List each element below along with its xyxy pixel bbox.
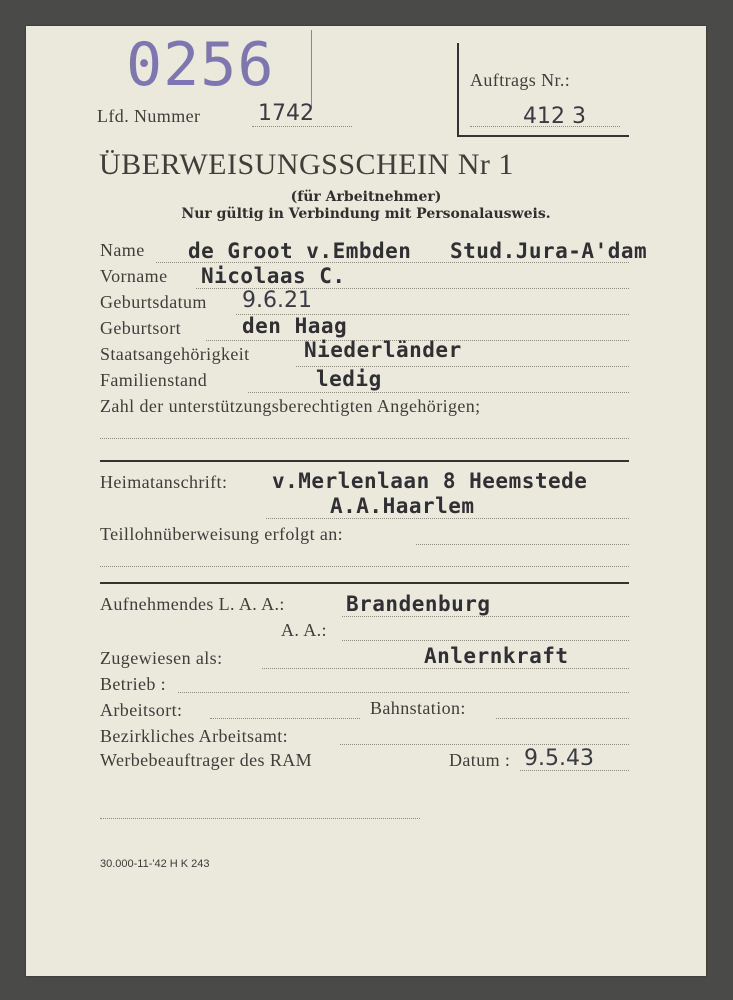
assigned-as-value: Anlernkraft	[424, 644, 569, 668]
work-place-label: Arbeitsort:	[100, 700, 183, 720]
signature-line	[100, 818, 420, 819]
home-address-value-2: A.A.Haarlem	[330, 494, 475, 518]
nationality-label: Staatsangehörigkeit	[100, 344, 250, 364]
lfd-number-line	[252, 126, 352, 127]
partial-wage-line-1	[416, 544, 629, 545]
subtitle-validity: Nur gültig in Verbindung mit Personalausweis.	[181, 206, 551, 222]
home-address-line	[266, 518, 629, 519]
birth-date-value: 9.6.21	[242, 288, 312, 313]
name-value: de Groot v.Embden	[188, 239, 412, 263]
train-station-label: Bahnstation:	[370, 698, 466, 718]
recruiter-label: Werbebeauftrager des RAM	[100, 750, 313, 770]
aa-line	[342, 640, 629, 641]
footer-print-code: 30.000-11-'42 H K 243	[100, 858, 210, 870]
district-office-label: Bezirkliches Arbeitsamt:	[100, 726, 289, 746]
partial-wage-line-2	[100, 566, 629, 567]
name-extra-value: Stud.Jura-A'dam	[450, 239, 648, 263]
company-line	[178, 692, 629, 693]
nationality-value: Niederländer	[304, 338, 462, 362]
subtitle-employee: (für Arbeitnehmer)	[290, 189, 442, 205]
lfd-number-value: 1742	[258, 101, 314, 126]
aa-label: A. A.:	[281, 620, 327, 640]
birth-place-label: Geburtsort	[100, 318, 181, 338]
auftrag-box-left	[457, 43, 459, 137]
train-station-line	[496, 718, 629, 719]
home-address-value: v.Merlenlaan 8 Heemstede	[272, 469, 588, 493]
receiving-laa-line	[342, 616, 629, 617]
receiving-laa-label: Aufnehmendes L. A. A.:	[100, 594, 285, 614]
auftrag-value: 412 3	[523, 104, 586, 129]
first-name-label: Vorname	[100, 266, 168, 286]
district-office-line	[340, 744, 629, 745]
date-label: Datum :	[449, 750, 511, 770]
company-label: Betrieb :	[100, 674, 167, 694]
marital-status-value: ledig	[316, 367, 382, 391]
dependents-label: Zahl der unterstützungsberechtigten Angehörigen;	[100, 396, 481, 416]
birth-date-label: Geburtsdatum	[100, 292, 207, 312]
name-line	[156, 262, 629, 263]
work-place-line	[210, 718, 360, 719]
dependents-line	[100, 438, 629, 439]
stamp-number: 0256	[126, 30, 275, 100]
date-value: 9.5.43	[524, 746, 594, 771]
section-divider-2	[100, 582, 629, 584]
birth-place-value: den Haag	[242, 314, 348, 338]
transfer-certificate-card	[26, 26, 706, 976]
auftrag-box-bottom	[457, 135, 629, 137]
auftrag-label: Auftrags Nr.:	[470, 70, 571, 90]
lfd-number-label: Lfd. Nummer	[97, 106, 201, 126]
marital-status-line	[248, 392, 629, 393]
assigned-as-line	[262, 668, 629, 669]
section-divider-1	[100, 460, 629, 462]
document-title: ÜBERWEISUNGSSCHEIN Nr 1	[99, 148, 514, 181]
marital-status-label: Familienstand	[100, 370, 208, 390]
date-line	[520, 770, 629, 771]
name-label: Name	[100, 240, 145, 260]
stamp-divider	[311, 30, 312, 108]
assigned-as-label: Zugewiesen als:	[100, 648, 223, 668]
home-address-label: Heimatanschrift:	[100, 472, 228, 492]
auftrag-line	[470, 126, 620, 127]
partial-wage-label: Teillohnüberweisung erfolgt an:	[100, 524, 344, 544]
receiving-laa-value: Brandenburg	[346, 592, 491, 616]
first-name-value: Nicolaas C.	[201, 264, 346, 288]
